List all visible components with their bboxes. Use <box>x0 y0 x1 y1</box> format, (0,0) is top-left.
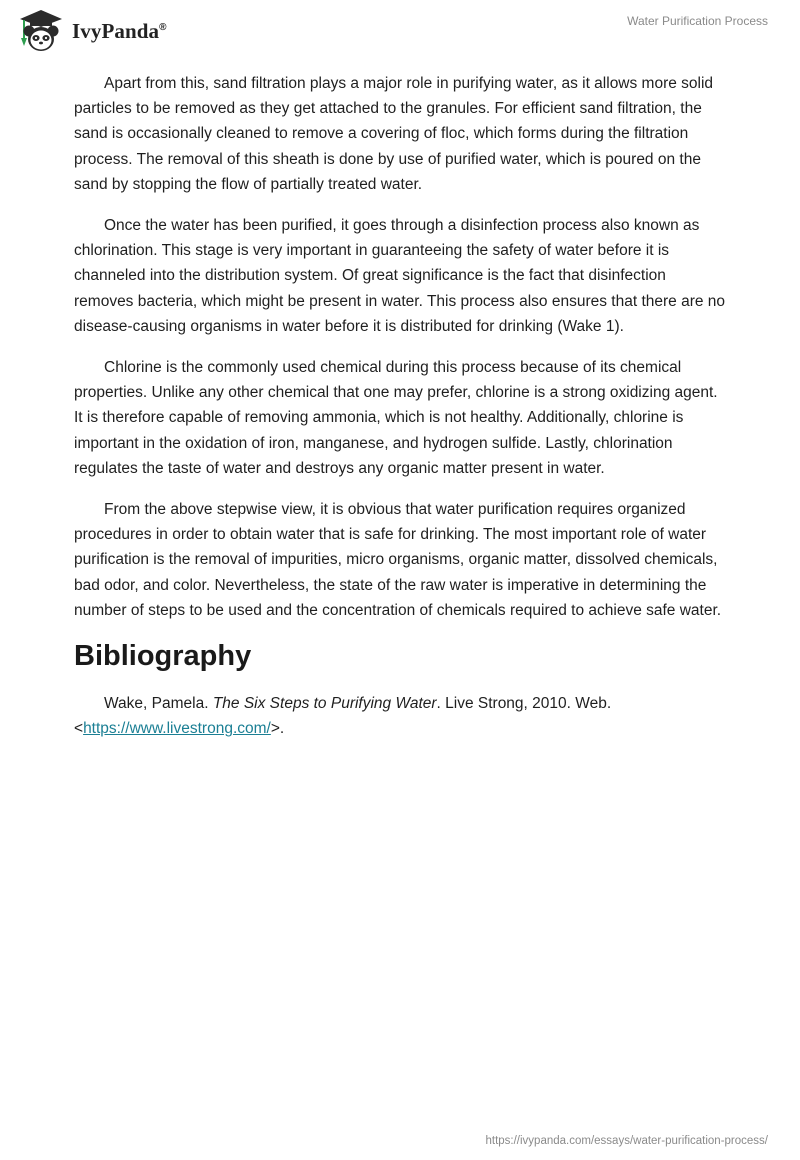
page-header <box>0 0 800 60</box>
bib-details: . Live Strong, 2010. Web. < <box>74 695 612 738</box>
bibliography-heading: Bibliography <box>74 640 252 673</box>
paragraph: Chlorine is the commonly used chemical during this process because of its chemical properties. Unlike any other chemical that one may prefer, chlorine is a strong oxidizing agent. It is therefore capable of removing ammonia, which is not healthy. Additionally, chlorine is important in the oxidation of iron, manganese, and hydrogen sulfide. Lastly, chlorination regulates the taste of water and destroys any organic matter present in water. <box>74 359 718 477</box>
bib-author: Wake, Pamela. <box>104 695 213 713</box>
paragraph: From the above stepwise view, it is obvious that water purification requires organized procedures in order to obtain water that is safe for drinking. The most important role of water purification is the removal of impurities, micro organisms, organic matter, dissolved chemicals, bad odor, and color. Nevertheless, the state of the raw water is imperative in determining the number of steps to be used and the concentration of chemicals required to achieve safe water. <box>74 501 722 619</box>
registered-mark: ® <box>159 21 167 33</box>
essay-body <box>74 71 726 757</box>
bib-end: >. <box>270 720 285 738</box>
panda-graduate-icon <box>16 8 66 54</box>
brand-name: IvyPanda® <box>72 18 167 43</box>
footer-url: https://ivypanda.com/essays/water-purification-process/ <box>485 1135 768 1147</box>
paragraph: Apart from this, sand filtration plays a major role in purifying water, as it allows more solid particles to be removed as they get attached to the granules. For efficient sand filtration, the sand is occasionally cleaned to remove a covering of floc, which forms during the filtration process. The removal of this sheath is done by use of purified water, which is poured on the sand by stopping the flow of partially treated water. <box>74 75 714 193</box>
ivypanda-logo[interactable] <box>16 8 167 54</box>
bib-link[interactable]: https://www.livestrong.com/ <box>83 720 271 738</box>
bibliography-entry <box>74 691 726 741</box>
bib-title: The Six Steps to Purifying Water <box>212 695 437 713</box>
paragraph: Once the water has been purified, it goes through a disinfection process also known as chlorination. This stage is very important in guaranteeing the safety of water before it is channeled into the distribution system. Of great significance is the fact that disinfection removes bacteria, which might be present in water. This process also ensures that there are no disease-causing organisms in water before it is distributed for drinking (Wake 1). <box>74 217 726 335</box>
document-title: Water Purification Process <box>627 14 768 28</box>
